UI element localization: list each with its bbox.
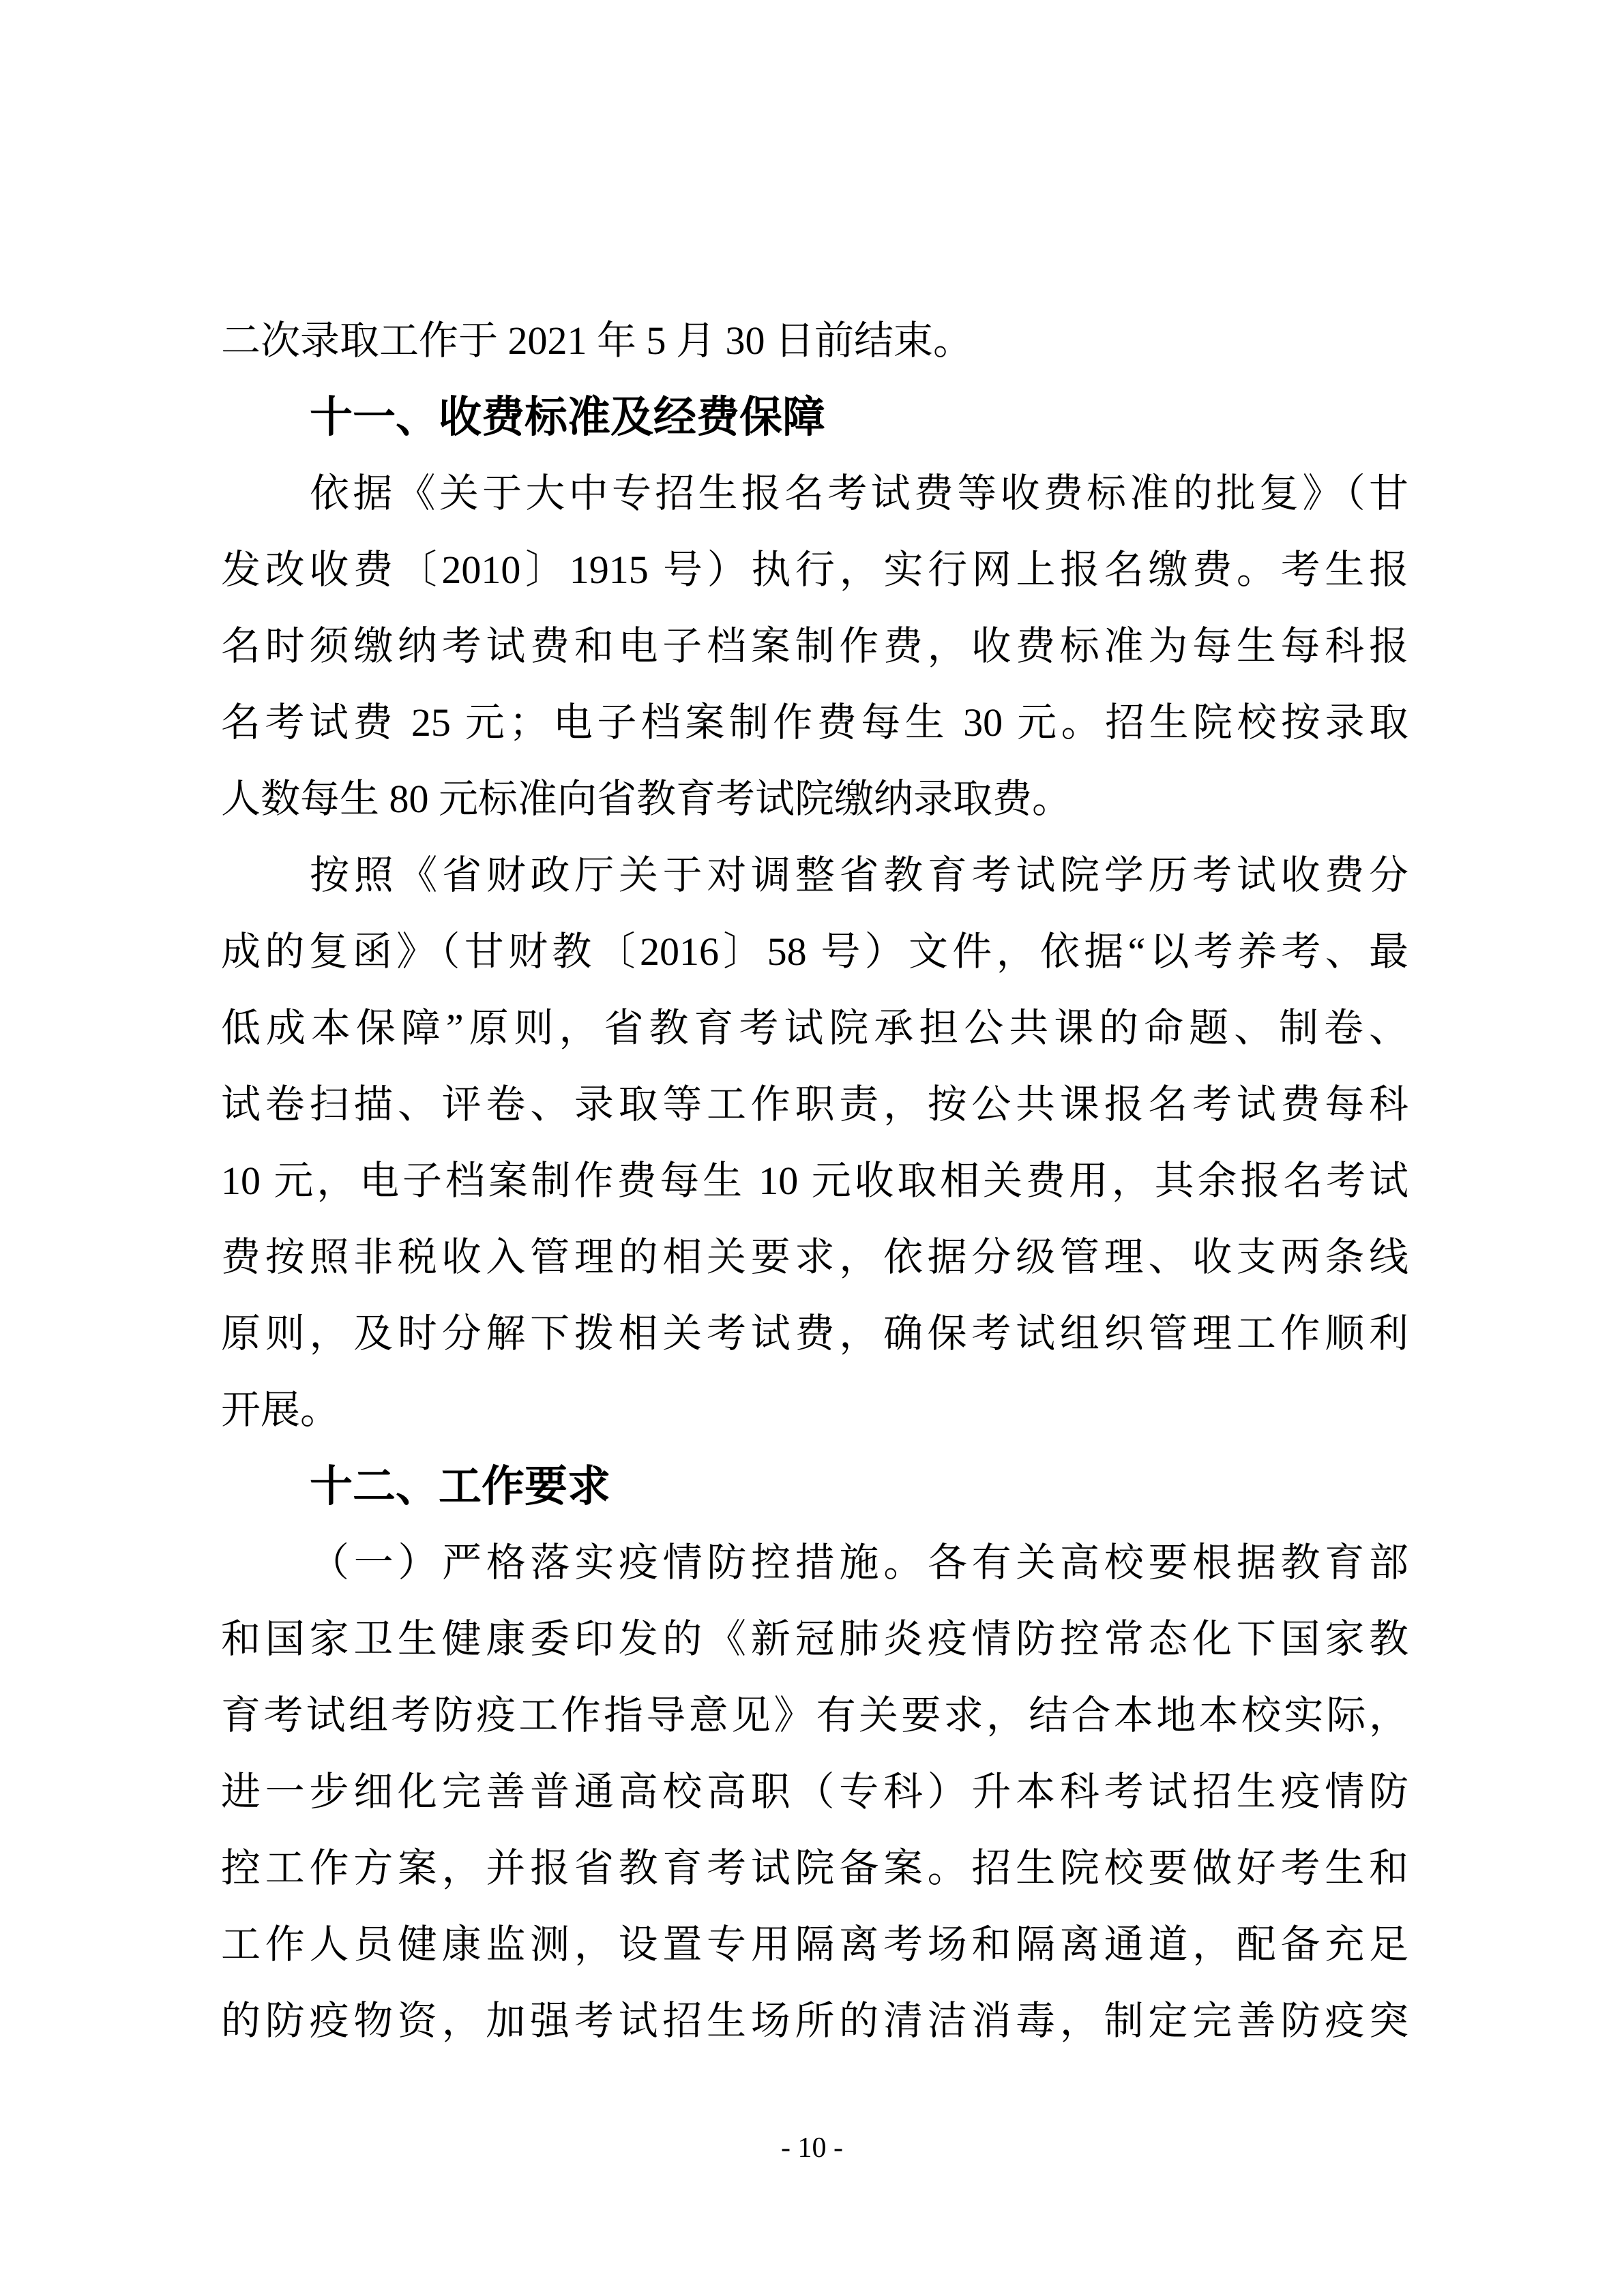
body-line: 控工作方案，并报省教育考试院备案。招生院校要做好考生和 xyxy=(221,1846,1408,1890)
body-line: 试卷扫描、评卷、录取等工作职责，按公共课报名考试费每科 xyxy=(221,1082,1408,1127)
body-line: 按照《省财政厅关于对调整省教育考试院学历考试收费分 xyxy=(310,853,1408,897)
document-body xyxy=(221,303,1408,2059)
body-line: 进一步细化完善普通高校高职（专科）升本科考试招生疫情防 xyxy=(221,1770,1408,1814)
section-heading: 十二、工作要求 xyxy=(310,1463,610,1510)
body-line: 育考试组考防疫工作指导意见》有关要求，结合本地本校实际， xyxy=(221,1693,1408,1738)
body-line: 二次录取工作于 2021 年 5 月 30 日前结束。 xyxy=(221,318,973,363)
body-line: 费按照非税收入管理的相关要求，依据分级管理、收支两条线 xyxy=(221,1235,1408,1279)
body-line: 工作人员健康监测，设置专用隔离考场和隔离通道，配备充足 xyxy=(221,1922,1408,1967)
body-line: 低成本保障”原则，省教育考试院承担公共课的命题、制卷、 xyxy=(221,1006,1408,1050)
body-line: 原则，及时分解下拨相关考试费，确保考试组织管理工作顺利 xyxy=(221,1311,1408,1356)
body-line: 发改收费〔2010〕1915 号）执行，实行网上报名缴费。考生报 xyxy=(221,548,1408,592)
body-line: 的防疫物资，加强考试招生场所的清洁消毒，制定完善防疫突 xyxy=(221,1999,1408,2043)
body-line: 名考试费 25 元；电子档案制作费每生 30 元。招生院校按录取 xyxy=(221,700,1408,745)
body-line: 成的复函》（甘财教〔2016〕58 号）文件，依据“以考养考、最 xyxy=(221,929,1408,974)
body-line: 和国家卫生健康委印发的《新冠肺炎疫情防控常态化下国家教 xyxy=(221,1617,1408,1661)
section-heading: 十一、收费标准及经费保障 xyxy=(310,393,825,441)
body-line: 开展。 xyxy=(221,1388,340,1432)
body-line: 名时须缴纳考试费和电子档案制作费，收费标准为每生每科报 xyxy=(221,624,1408,668)
body-line: 人数每生 80 元标准向省教育考试院缴纳录取费。 xyxy=(221,777,1072,821)
body-line: 10 元，电子档案制作费每生 10 元收取相关费用，其余报名考试 xyxy=(221,1159,1408,1203)
body-line: （一）严格落实疫情防控措施。各有关高校要根据教育部 xyxy=(310,1540,1408,1585)
body-line: 依据《关于大中专招生报名考试费等收费标准的批复》（甘 xyxy=(310,471,1408,516)
page-number: - 10 - xyxy=(781,2132,843,2164)
